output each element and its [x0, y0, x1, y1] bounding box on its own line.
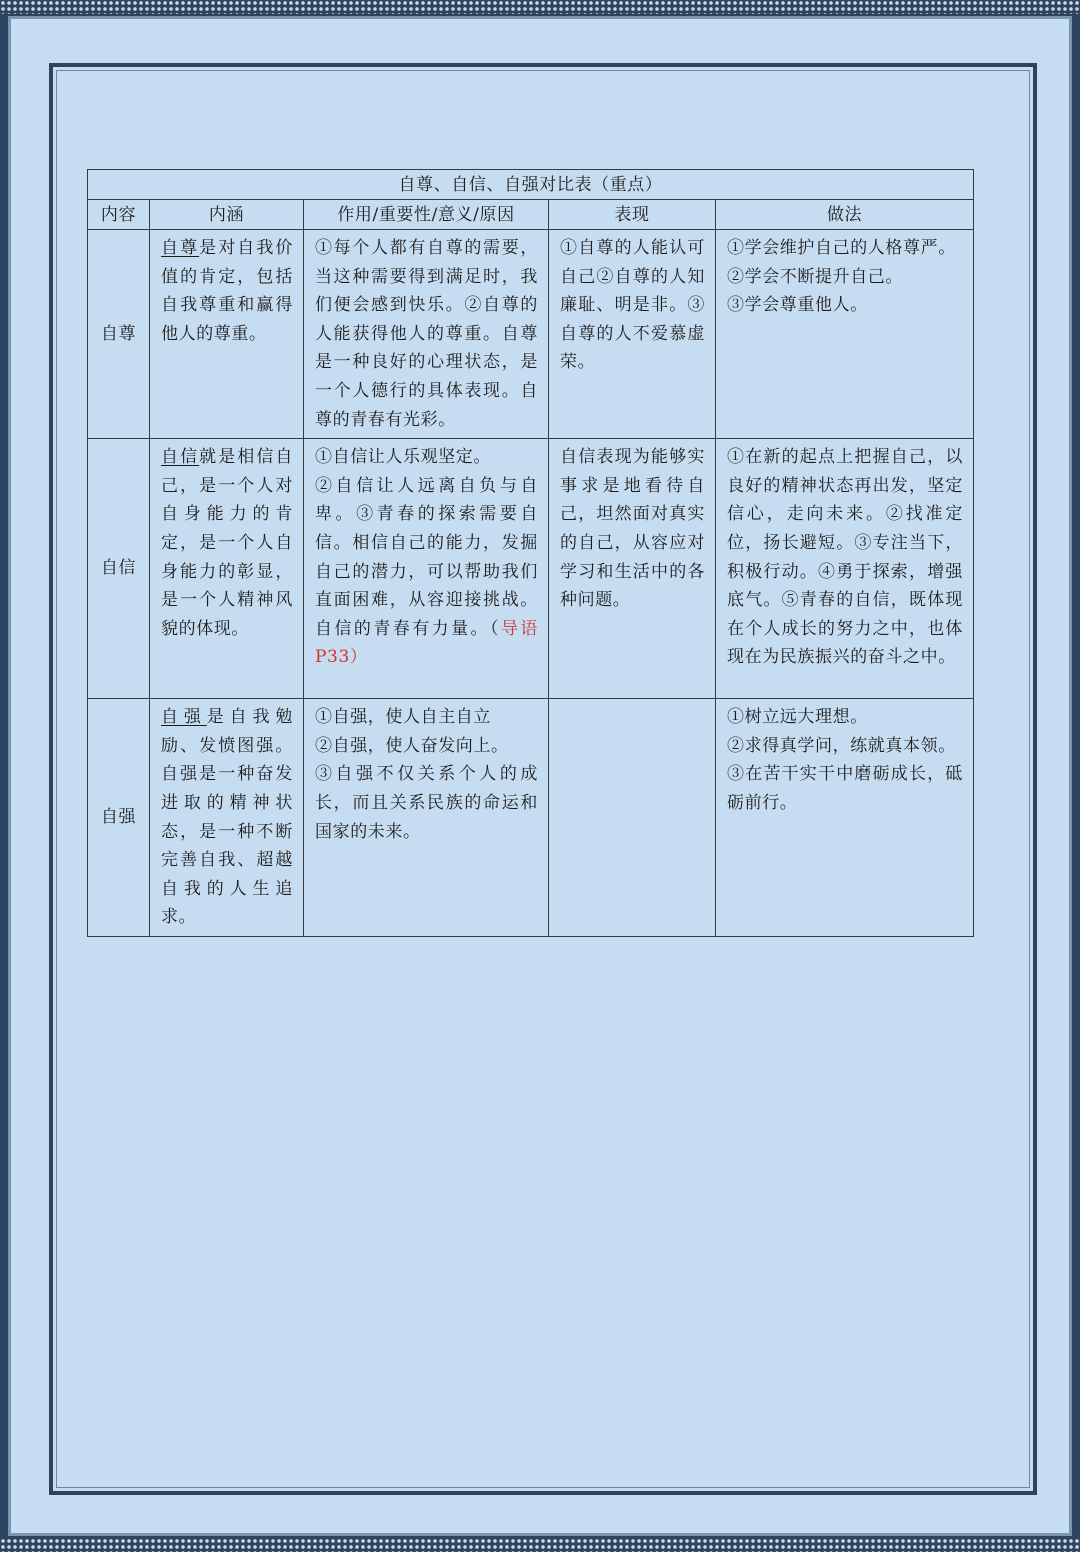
- role-text: ③自强不仅关系个人的成长，而且关系民族的命运和国家的未来。: [315, 764, 538, 842]
- method-item: ①树立远大理想。: [727, 707, 868, 728]
- method-item: ③学会尊重他人。: [727, 295, 868, 316]
- role-cell: [304, 230, 549, 439]
- table-header-row: [88, 200, 974, 230]
- method-item: ③在苦干实干中磨砺成长，砥砺前行。: [727, 764, 963, 813]
- role-text: ①自强，使人自主自立: [315, 707, 491, 728]
- meaning-cell: [150, 230, 304, 439]
- meaning-text: 就是相信自己，是一个人对自身能力的肯定，是一个人自身能力的彰显，是一个人精神风貌的体现。: [161, 447, 294, 639]
- table-row: [88, 230, 974, 439]
- methods-cell: [716, 230, 974, 439]
- source-reference: 导语P33）: [315, 618, 538, 668]
- role-text: ①每个人都有自尊的需要，当这种需要得到满足时，我们便会感到快乐。②自尊的人能获得他人的尊重。自尊是一种良好的心理状态，是一个人德行的具体表现。自尊的青春有光彩。: [315, 238, 538, 430]
- meaning-term: 自信: [161, 447, 200, 468]
- role-cell: [304, 699, 549, 937]
- methods-cell: [716, 439, 974, 699]
- table-row: [88, 439, 974, 699]
- row-label: 自信: [88, 439, 150, 699]
- role-text: ②自强，使人奋发向上。: [315, 735, 509, 756]
- header-meaning: 内涵: [150, 200, 304, 230]
- bottom-dotted-border: [0, 1538, 1080, 1552]
- role-cell: [304, 439, 549, 699]
- header-role: 作用/重要性/意义/原因: [304, 200, 549, 230]
- role-text: ①自信让人乐观坚定。: [315, 447, 491, 468]
- meaning-term: 自强: [161, 707, 207, 728]
- header-content: 内容: [88, 200, 150, 230]
- performance-cell: 自信表现为能够实事求是地看待自己，坦然面对真实的自己，从容应对学习和生活中的各种问题。: [549, 439, 716, 699]
- table-title-row: [88, 170, 974, 200]
- header-performance: 表现: [549, 200, 716, 230]
- meaning-cell: [150, 699, 304, 937]
- meaning-text: 是对自我价值的肯定，包括自我尊重和赢得他人的尊重。: [161, 238, 294, 344]
- meaning-cell: [150, 439, 304, 699]
- comparison-table: [87, 169, 974, 937]
- methods-cell: [716, 699, 974, 937]
- header-methods: 做法: [716, 200, 974, 230]
- table-title: 自尊、自信、自强对比表（重点）: [88, 170, 974, 200]
- table-row: [88, 699, 974, 937]
- meaning-text: 是自我勉励、发愤图强。自强是一种奋发进取的精神状态，是一种不断完善自我、超越自我的人生追求。: [161, 707, 293, 928]
- meaning-term: 自尊: [161, 238, 200, 258]
- method-item: ①在新的起点上把握自己，以良好的精神状态再出发，坚定信心，走向未来。②找准定位，扬长避短。③专注当下，积极行动。④勇于探索，增强底气。⑤青春的自信，既体现在个人成长的努力之中，也体现在为民族振兴的奋斗之中。: [727, 447, 963, 668]
- row-label: 自尊: [88, 230, 150, 439]
- performance-cell: ①自尊的人能认可自己②自尊的人知廉耻、明是非。③自尊的人不爱慕虚荣。: [549, 230, 716, 439]
- method-item: ②学会不断提升自己。: [727, 266, 903, 287]
- row-label: 自强: [88, 699, 150, 937]
- top-dotted-border: [0, 0, 1080, 14]
- method-item: ①学会维护自己的人格尊严。: [727, 238, 956, 258]
- method-item: ②求得真学问，练就真本领。: [727, 735, 956, 756]
- performance-cell: [549, 699, 716, 937]
- role-text: ②自信让人远离自负与自卑。③青春的探索需要自信。相信自己的能力，发掘自己的潜力，可以帮助我们直面困难，从容迎接挑战。自信的青春有力量。（: [315, 475, 538, 639]
